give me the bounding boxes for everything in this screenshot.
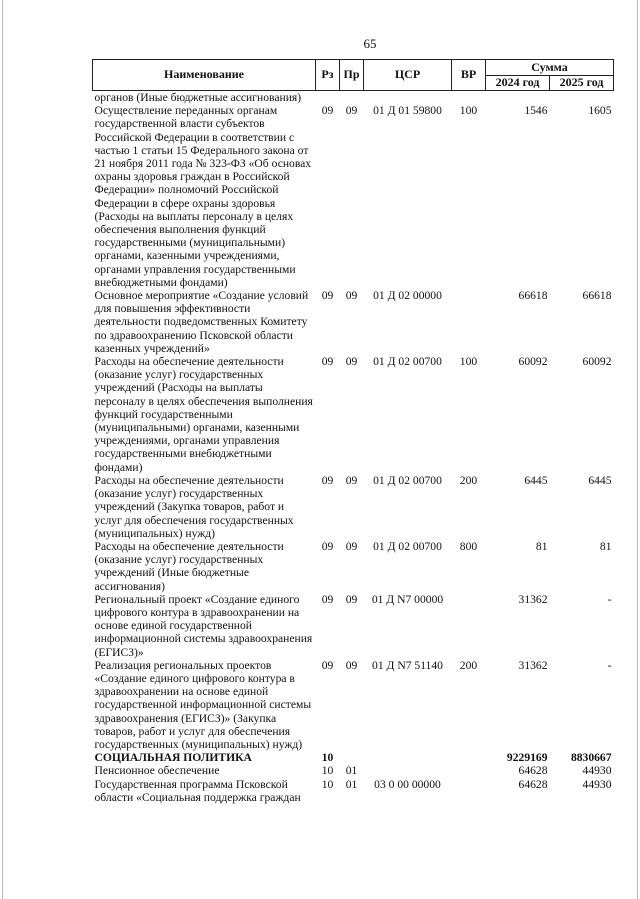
row-sum-2024: 31362 <box>518 592 548 606</box>
table-row <box>93 91 614 105</box>
row-name: Расходы на обеспечение деятельности (оказание услуг) государственных учреждений (Закупка товаров, работ и услуг для обеспечения государственных (муниципальных) нужд) <box>94 473 294 540</box>
row-sum-2025: 66618 <box>582 289 612 303</box>
row-rz: 09 <box>321 355 334 369</box>
row-name: Пенсионное обеспечение <box>94 764 220 778</box>
row-name: Расходы на обеспечение деятельности (оказание услуг) государственных учреждений (Расходы на выплаты персоналу в целях обеспечения выполнения функций государственными (муниципальными) органами, казенными учреждениями, органами управления государственными внебюджетными фондами) <box>94 355 313 474</box>
row-vr <box>452 764 486 777</box>
row-pr: 01 <box>345 777 358 791</box>
row-vr <box>452 289 486 355</box>
row-name: Расходы на обеспечение деятельности (оказание услуг) государственных учреждений (Иные бюджетные ассигнования) <box>94 539 284 593</box>
header-year-2025: 2025 год <box>550 75 614 91</box>
table-row <box>93 104 614 289</box>
row-pr: 09 <box>345 355 358 369</box>
row-rz: 09 <box>321 539 334 553</box>
row-sum-2024: 66618 <box>518 289 548 303</box>
header-csr: ЦСР <box>364 60 452 91</box>
row-pr: 09 <box>345 473 358 487</box>
budget-table <box>92 59 614 804</box>
row-rz: 09 <box>321 104 334 118</box>
header-year-2024: 2024 год <box>486 75 550 91</box>
table-row <box>93 355 614 474</box>
row-csr: 01 Д 02 00700 <box>373 539 442 553</box>
row-csr: 03 0 00 00000 <box>374 777 441 791</box>
row-rz: 09 <box>321 473 334 487</box>
row-rz: 09 <box>321 658 334 672</box>
header-name: Наименование <box>93 60 316 91</box>
row-sum-2025: 44930 <box>582 777 612 791</box>
row-vr <box>452 593 486 659</box>
header-sum: Сумма <box>486 60 614 76</box>
table-row <box>93 751 614 764</box>
table-body <box>93 91 614 804</box>
table-row <box>93 593 614 659</box>
table-row <box>93 778 614 804</box>
row-sum-2025: 1605 <box>588 104 612 118</box>
row-csr <box>364 751 452 764</box>
row-vr <box>452 751 486 764</box>
row-sum-2024: 81 <box>535 539 548 553</box>
row-vr: 200 <box>459 658 478 672</box>
row-sum-2025 <box>550 91 614 105</box>
row-pr: 09 <box>345 658 358 672</box>
row-pr: 09 <box>345 592 358 606</box>
row-rz: 09 <box>321 289 334 303</box>
table-row <box>93 540 614 593</box>
row-pr: 09 <box>345 289 358 303</box>
row-csr: 01 Д 02 00700 <box>373 473 442 487</box>
page-edge-left <box>2 0 3 899</box>
row-sum-2025: - <box>607 592 612 606</box>
row-sum-2025: 6445 <box>588 473 612 487</box>
row-name: Осуществление переданных органам государственной власти субъектов Российской Федерации в соответствии с частью 1 статьи 15 Федерального закона от 21 ноября 2011 года № 323-ФЗ «Об основах охраны здоровья граждан в Российской Федерации» полномочий Российской Федерации в сфере охраны здоровья (Расходы на выплаты персоналу в целях обеспечения выполнения функций государственными (муниципальными) органами, казенными учреждениями, органами управления государственными внебюджетными фондами) <box>94 104 312 289</box>
row-name: Реализация региональных проектов «Создание единого цифрового контура в здравоохранении на основе единой государственной информационной системы здравоохранения (ЕГИСЗ)» (Закупка товаров, работ и услуг для обеспечения государственных (муниципальных) нужд) <box>94 658 312 751</box>
row-sum-2024: 64628 <box>518 764 548 778</box>
table-row <box>93 764 614 777</box>
row-rz: 10 <box>321 777 334 791</box>
row-rz: 09 <box>321 592 334 606</box>
row-csr: 01 Д N7 51140 <box>372 658 443 672</box>
row-sum-2024: 9229169 <box>506 751 548 765</box>
row-rz: 10 <box>321 751 334 765</box>
row-sum-2025: - <box>607 658 612 672</box>
row-sum-2024: 60092 <box>518 355 548 369</box>
row-csr <box>364 764 452 777</box>
row-pr: 09 <box>345 104 358 118</box>
table-row <box>93 659 614 751</box>
budget-table-container <box>92 59 613 804</box>
header-vr: ВР <box>452 60 486 91</box>
row-sum-2024: 1546 <box>524 104 548 118</box>
row-sum-2024: 64628 <box>518 777 548 791</box>
row-name: Государственная программа Псковской области «Социальная поддержка граждан <box>94 777 301 804</box>
row-csr: 01 Д 02 00000 <box>373 289 442 303</box>
row-csr: 01 Д 02 00700 <box>373 355 442 369</box>
row-sum-2025: 44930 <box>582 764 612 778</box>
row-sum-2025: 60092 <box>582 355 612 369</box>
page-number: 65 <box>363 36 377 51</box>
row-sum-2024: 31362 <box>518 658 548 672</box>
header-rz: Рз <box>316 60 340 91</box>
row-name: Основное мероприятие «Создание условий для повышения эффективности деятельности подведомственных Комитету по здравоохранению Псковской области казенных учреждений» <box>94 289 309 355</box>
row-vr: 100 <box>459 355 478 369</box>
row-vr: 100 <box>459 104 478 118</box>
row-vr: 200 <box>459 473 478 487</box>
table-header <box>93 60 614 91</box>
row-vr <box>452 91 486 105</box>
row-sum-2024 <box>486 91 550 105</box>
row-pr <box>340 91 364 105</box>
row-name: СОЦИАЛЬНАЯ ПОЛИТИКА <box>94 751 252 765</box>
table-row <box>93 474 614 540</box>
row-sum-2024: 6445 <box>524 473 548 487</box>
page-edge-right <box>637 0 638 899</box>
row-rz <box>316 91 340 105</box>
table-row <box>93 289 614 355</box>
row-csr: 01 Д 01 59800 <box>373 104 442 118</box>
row-csr: 01 Д N7 00000 <box>371 592 444 606</box>
row-sum-2025: 8830667 <box>570 751 612 765</box>
row-vr: 800 <box>459 539 478 553</box>
row-pr: 09 <box>345 539 358 553</box>
row-rz: 10 <box>321 764 334 778</box>
row-csr <box>364 91 452 105</box>
row-sum-2025: 81 <box>599 539 612 553</box>
row-pr <box>340 751 364 764</box>
row-name: органов (Иные бюджетные ассигнования) <box>94 91 302 104</box>
row-pr: 01 <box>345 764 358 778</box>
row-vr <box>452 778 486 804</box>
header-pr: Пр <box>340 60 364 91</box>
row-name: Региональный проект «Создание единого цифрового контура в здравоохранении на основе единой государственной информационной системы здравоохранения (ЕГИСЗ)» <box>94 592 313 659</box>
